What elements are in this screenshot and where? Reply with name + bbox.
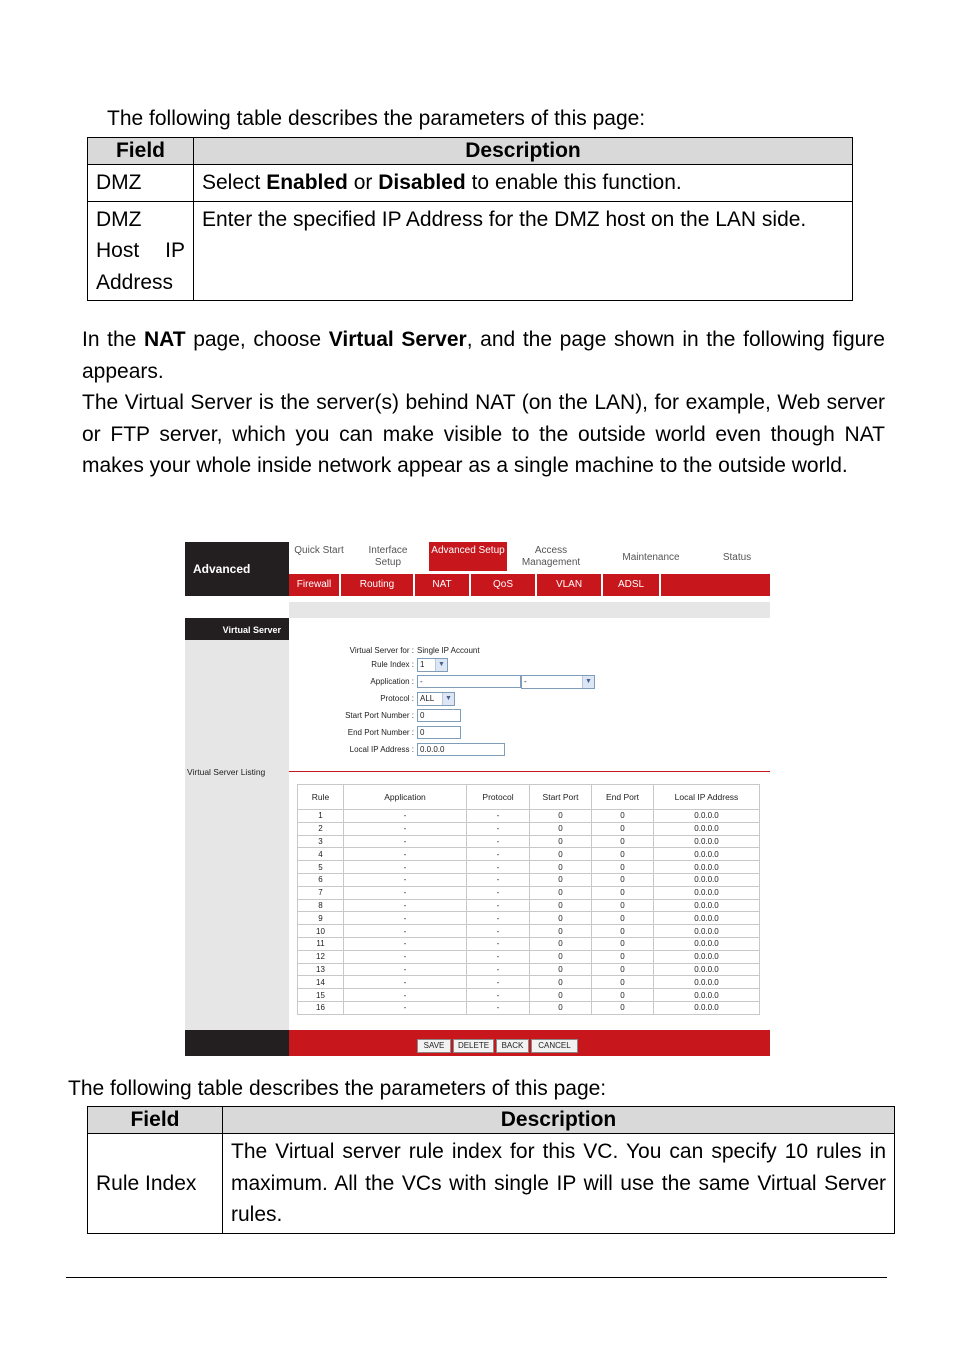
cell-rule: 10	[298, 925, 344, 938]
rule-index-label: Rule Index :	[371, 660, 414, 669]
cell-local-ip: 0.0.0.0	[654, 899, 760, 912]
cell-protocol: -	[467, 976, 530, 989]
application-select[interactable]: - ▼	[521, 675, 595, 689]
cell-rule: 15	[298, 989, 344, 1002]
table-row	[298, 976, 760, 989]
cell-end-port: 0	[592, 950, 654, 963]
cell-local-ip: 0.0.0.0	[654, 950, 760, 963]
table2-field-rule-index: Rule Index	[88, 1134, 223, 1234]
end-port-input[interactable]: 0	[417, 726, 461, 739]
cancel-button[interactable]: CANCEL	[531, 1039, 578, 1053]
cell-local-ip: 0.0.0.0	[654, 976, 760, 989]
brand-advanced: Advanced	[185, 542, 289, 596]
start-port-label: Start Port Number :	[345, 711, 414, 720]
cell-local-ip: 0.0.0.0	[654, 873, 760, 886]
row-protocol	[289, 691, 770, 707]
cell-protocol: -	[467, 1001, 530, 1014]
cell-local-ip: 0.0.0.0	[654, 848, 760, 861]
cell-application: -	[344, 848, 467, 861]
tab-status[interactable]: Status	[722, 552, 752, 563]
cell-rule: 2	[298, 822, 344, 835]
table1-field-dmz: DMZ	[88, 165, 194, 202]
table-row	[298, 861, 760, 874]
table1-field-dmz-host: DMZ Host IP Address	[88, 201, 194, 301]
chevron-down-icon: ▼	[582, 676, 594, 688]
bottom-bar	[289, 1030, 770, 1056]
table-row	[298, 989, 760, 1002]
cell-protocol: -	[467, 822, 530, 835]
cell-start-port: 0	[530, 848, 592, 861]
subtab-firewall[interactable]: Firewall	[289, 574, 341, 596]
cell-application: -	[344, 989, 467, 1002]
table-row	[298, 873, 760, 886]
table-row	[298, 937, 760, 950]
cell-rule: 5	[298, 861, 344, 874]
cell-start-port: 0	[530, 861, 592, 874]
cell-local-ip: 0.0.0.0	[654, 835, 760, 848]
cell-end-port: 0	[592, 835, 654, 848]
cell-application: -	[344, 861, 467, 874]
table2	[87, 1106, 895, 1234]
cell-rule: 13	[298, 963, 344, 976]
cell-end-port: 0	[592, 912, 654, 925]
cell-end-port: 0	[592, 886, 654, 899]
cell-protocol: -	[467, 989, 530, 1002]
cell-local-ip: 0.0.0.0	[654, 810, 760, 823]
cell-local-ip: 0.0.0.0	[654, 1001, 760, 1014]
virtual-server-paragraph: The Virtual Server is the server(s) behind NAT (on the LAN), for example, Web server or FTP server, which you can make visible to the outside world even though NAT makes your whole inside network appear as a single machine to the outside world.	[82, 391, 885, 477]
subtab-nat[interactable]: NAT	[415, 574, 471, 596]
cell-application: -	[344, 873, 467, 886]
table2-desc-rule-index: The Virtual server rule index for this VC. You can specify 10 rules in maximum. All the VCs with single IP will use the same Virtual Server rules.	[223, 1134, 895, 1234]
local-ip-input[interactable]: 0.0.0.0	[417, 743, 505, 756]
red-divider	[289, 771, 770, 772]
col-rule: Rule	[298, 785, 344, 810]
save-button[interactable]: SAVE	[417, 1039, 451, 1053]
table-row	[298, 899, 760, 912]
cell-local-ip: 0.0.0.0	[654, 822, 760, 835]
cell-start-port: 0	[530, 963, 592, 976]
tab-maintenance[interactable]: Maintenance	[622, 552, 680, 563]
virtual-server-table-body	[298, 810, 760, 1015]
tab-advanced-setup[interactable]: Advanced Setup	[429, 542, 507, 571]
cell-start-port: 0	[530, 835, 592, 848]
rule-index-select[interactable]: 1 ▼	[417, 658, 448, 672]
cell-application: -	[344, 822, 467, 835]
subtab-adsl[interactable]: ADSL	[603, 574, 661, 596]
cell-end-port: 0	[592, 873, 654, 886]
cell-end-port: 0	[592, 899, 654, 912]
cell-application: -	[344, 835, 467, 848]
col-start-port: Start Port	[530, 785, 592, 810]
row-start-port	[289, 708, 770, 724]
cell-rule: 1	[298, 810, 344, 823]
footer-line	[66, 1277, 887, 1278]
listing-label: Virtual Server Listing	[187, 767, 266, 777]
cell-application: -	[344, 976, 467, 989]
cell-protocol: -	[467, 861, 530, 874]
tab-quick-start[interactable]: Quick Start	[294, 545, 344, 556]
chevron-down-icon: ▼	[442, 693, 454, 705]
cell-local-ip: 0.0.0.0	[654, 963, 760, 976]
end-port-label: End Port Number :	[347, 728, 414, 737]
table-row	[298, 1001, 760, 1014]
cell-start-port: 0	[530, 925, 592, 938]
cell-local-ip: 0.0.0.0	[654, 925, 760, 938]
table-row	[298, 886, 760, 899]
cell-protocol: -	[467, 963, 530, 976]
cell-protocol: -	[467, 950, 530, 963]
protocol-select[interactable]: ALL ▼	[417, 692, 455, 706]
row-end-port	[289, 725, 770, 741]
cell-end-port: 0	[592, 937, 654, 950]
virtual-server-table	[297, 784, 760, 1015]
table-row	[298, 848, 760, 861]
grey-strip	[289, 602, 770, 618]
cell-rule: 12	[298, 950, 344, 963]
subtab-vlan[interactable]: VLAN	[537, 574, 603, 596]
delete-button[interactable]: DELETE	[453, 1039, 494, 1053]
cell-start-port: 0	[530, 912, 592, 925]
cell-protocol: -	[467, 937, 530, 950]
cell-start-port: 0	[530, 899, 592, 912]
cell-protocol: -	[467, 912, 530, 925]
vs-for-label: Virtual Server for :	[349, 646, 414, 655]
row-rule-index	[289, 657, 770, 673]
cell-rule: 16	[298, 1001, 344, 1014]
table-row	[298, 822, 760, 835]
cell-rule: 7	[298, 886, 344, 899]
cell-protocol: -	[467, 810, 530, 823]
sidebar	[185, 618, 289, 1030]
table-row	[298, 925, 760, 938]
cell-end-port: 0	[592, 822, 654, 835]
cell-end-port: 0	[592, 861, 654, 874]
subtab-qos[interactable]: QoS	[471, 574, 537, 596]
cell-rule: 9	[298, 912, 344, 925]
cell-end-port: 0	[592, 810, 654, 823]
table-row	[298, 963, 760, 976]
cell-protocol: -	[467, 835, 530, 848]
table1-intro: The following table describes the parameters of this page:	[107, 107, 646, 130]
cell-application: -	[344, 937, 467, 950]
table1-header-description: Description	[194, 138, 853, 165]
start-port-input[interactable]: 0	[417, 709, 461, 722]
table1	[87, 137, 853, 301]
cell-start-port: 0	[530, 873, 592, 886]
section-label-virtual-server: Virtual Server	[185, 618, 289, 640]
col-application: Application	[344, 785, 467, 810]
cell-application: -	[344, 925, 467, 938]
tab-interface-setup[interactable]: Interface Setup	[368, 545, 408, 568]
cell-local-ip: 0.0.0.0	[654, 937, 760, 950]
cell-local-ip: 0.0.0.0	[654, 886, 760, 899]
cell-end-port: 0	[592, 989, 654, 1002]
nat-paragraph: In the NAT page, choose Virtual Server, and the page shown in the following figure appears.	[82, 328, 885, 383]
application-label: Application :	[370, 677, 414, 686]
cell-end-port: 0	[592, 848, 654, 861]
cell-start-port: 0	[530, 810, 592, 823]
sub-nav	[289, 574, 770, 596]
cell-protocol: -	[467, 899, 530, 912]
cell-start-port: 0	[530, 1001, 592, 1014]
top-nav	[289, 542, 770, 574]
table-row	[298, 950, 760, 963]
bottom-left-block	[185, 1030, 289, 1056]
cell-application: -	[344, 899, 467, 912]
chevron-down-icon: ▼	[435, 659, 447, 671]
router-screenshot	[185, 542, 770, 1056]
cell-end-port: 0	[592, 1001, 654, 1014]
cell-application: -	[344, 810, 467, 823]
cell-end-port: 0	[592, 963, 654, 976]
cell-start-port: 0	[530, 822, 592, 835]
cell-rule: 6	[298, 873, 344, 886]
application-input[interactable]: -	[417, 675, 521, 688]
row-application	[289, 674, 770, 690]
table1-header-field: Field	[88, 138, 194, 165]
back-button[interactable]: BACK	[496, 1039, 529, 1053]
table2-header-description: Description	[223, 1107, 895, 1134]
cell-application: -	[344, 950, 467, 963]
tab-access-management[interactable]: Access Management	[521, 545, 581, 568]
local-ip-label: Local IP Address :	[349, 745, 414, 754]
cell-local-ip: 0.0.0.0	[654, 861, 760, 874]
table2-intro: The following table describes the parameters of this page:	[68, 1077, 607, 1100]
cell-protocol: -	[467, 873, 530, 886]
col-local-ip: Local IP Address	[654, 785, 760, 810]
table1-desc-dmz-host: Enter the specified IP Address for the DMZ host on the LAN side.	[194, 201, 853, 301]
cell-protocol: -	[467, 925, 530, 938]
cell-rule: 4	[298, 848, 344, 861]
cell-start-port: 0	[530, 950, 592, 963]
col-end-port: End Port	[592, 785, 654, 810]
cell-start-port: 0	[530, 886, 592, 899]
cell-application: -	[344, 886, 467, 899]
cell-application: -	[344, 963, 467, 976]
protocol-label: Protocol :	[380, 694, 414, 703]
cell-local-ip: 0.0.0.0	[654, 912, 760, 925]
table1-desc-dmz: Select Enabled or Disabled to enable this function.	[194, 165, 853, 202]
cell-protocol: -	[467, 848, 530, 861]
subtab-routing[interactable]: Routing	[341, 574, 415, 596]
cell-start-port: 0	[530, 937, 592, 950]
cell-start-port: 0	[530, 989, 592, 1002]
cell-end-port: 0	[592, 925, 654, 938]
col-protocol: Protocol	[467, 785, 530, 810]
cell-application: -	[344, 1001, 467, 1014]
row-local-ip	[289, 742, 770, 758]
cell-end-port: 0	[592, 976, 654, 989]
cell-start-port: 0	[530, 976, 592, 989]
table2-header-field: Field	[88, 1107, 223, 1134]
cell-rule: 11	[298, 937, 344, 950]
table-row	[298, 912, 760, 925]
cell-rule: 14	[298, 976, 344, 989]
table-row	[298, 810, 760, 823]
cell-rule: 8	[298, 899, 344, 912]
cell-rule: 3	[298, 835, 344, 848]
cell-protocol: -	[467, 886, 530, 899]
vs-for-value: Single IP Account	[417, 646, 480, 655]
table-row	[298, 835, 760, 848]
cell-local-ip: 0.0.0.0	[654, 989, 760, 1002]
cell-application: -	[344, 912, 467, 925]
